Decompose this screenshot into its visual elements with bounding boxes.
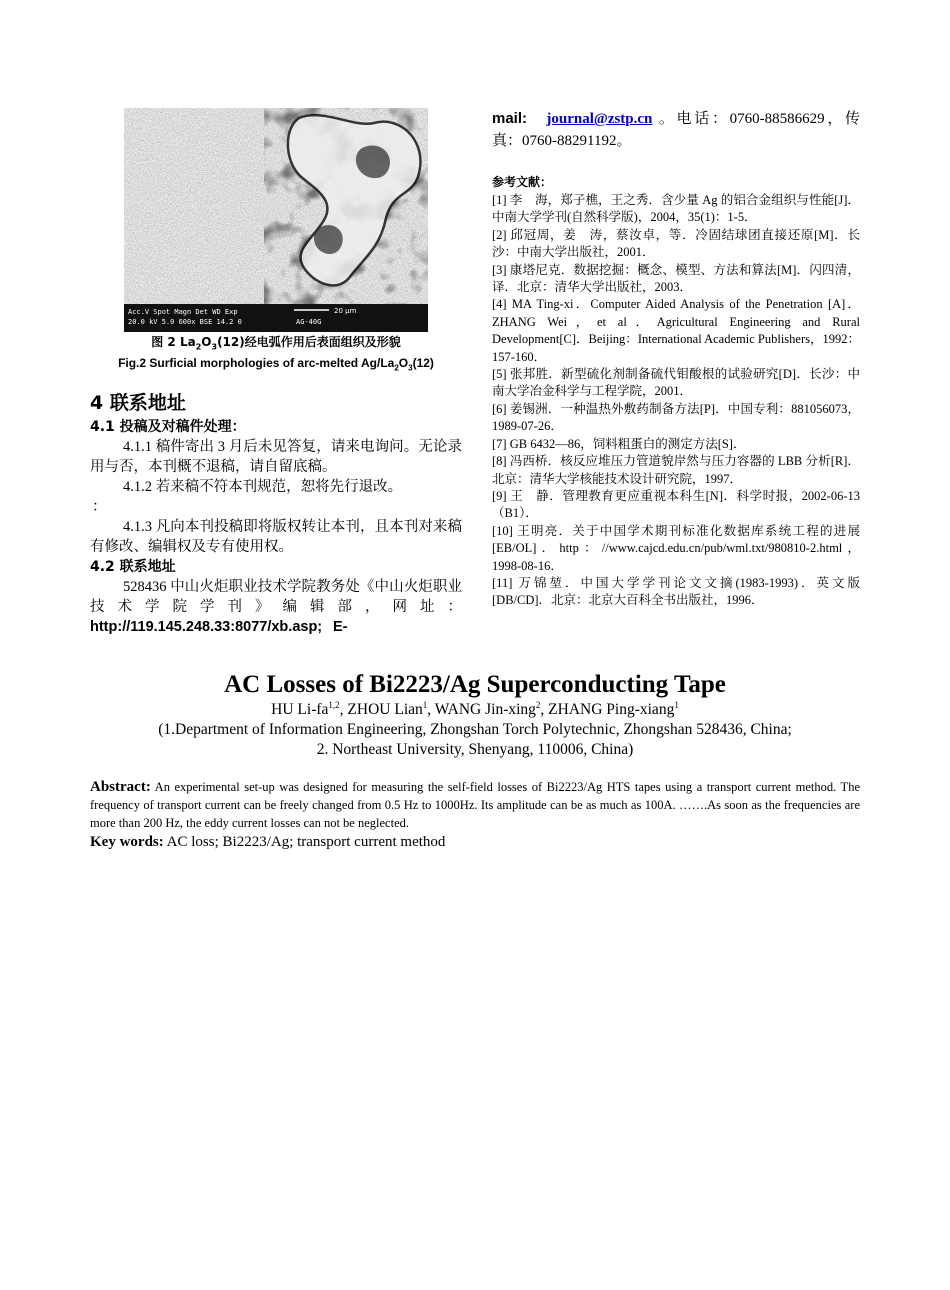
figure-caption-cn: 图 2 $La_2O_3(12)$经电弧作用后表面组织及形貌 xyxy=(151,335,401,352)
email-prefix: E- xyxy=(333,618,348,635)
website-link[interactable]: http://119.145.248.33:8077/xb.asp; xyxy=(90,618,323,635)
scale-bar-label: 20 μm xyxy=(334,307,357,315)
keywords xyxy=(90,832,860,852)
item-4-1-2: 4.1.2 若来稿不符本刊规范，恕将先行退改。 xyxy=(123,478,403,495)
right-column xyxy=(492,108,860,610)
reference-item: [3] 康塔尼克．数据挖掘：概念、模型、方法和算法[M]．闪四清，译．北京：清华大学出版社，2003． xyxy=(492,262,860,295)
phone-fax-text: 。电话：0760-88586629，传真：0760-88291192。 xyxy=(492,111,861,149)
english-abstract-block xyxy=(90,670,860,852)
section-4-2-heading: 4.2 联系地址 xyxy=(90,558,176,575)
references-list xyxy=(492,192,860,610)
mail-label: mail: xyxy=(492,110,528,127)
sem-micrograph-image xyxy=(124,108,428,332)
figure-caption-en: Fig.2 Surficial morphologies of arc-melted $Ag/La_2O_3(12)$ xyxy=(118,356,434,373)
reference-item: [8] 冯西桥．核反应堆压力管道貌岸然与压力容器的 LBB 分析[R]．北京：清华大学核能技术设计研究院，1997． xyxy=(492,454,860,486)
contact-line xyxy=(492,108,860,152)
reference-item: [7] GB 6432—86，饲料粗蛋白的测定方法[S]． xyxy=(492,436,746,451)
keywords-text: AC loss; Bi2223/Ag; transport current method xyxy=(163,834,446,850)
figure-2 xyxy=(90,108,462,377)
address-text: 528436 中山火炬职业技术学院教务处《中山火炬职业技术学院学刊》编辑部，网址： xyxy=(90,578,462,615)
abstract xyxy=(90,778,860,832)
reference-item: [4] MA Ting-xi．Computer Aided Analysis of the Penetration [A]．ZHANG Wei，et al．Agricultural Engineering and Rural Development[C]．Beijing：International Academic Publishers，1992：157-160． xyxy=(492,297,860,364)
address-paragraph xyxy=(90,577,462,637)
reference-item: [10] 王明亮．关于中国学术期刊标准化数据库系统工程的进展[EB/OL]．http：//www.cajcd.edu.cn/pub/wml.txt/980810-2.html，1998-08-16． xyxy=(492,523,860,573)
item-4-1-1: 4.1.1 稿件寄出 3 月后未见答复，请来电询问。无论录用与否，本刊概不退稿，请自留底稿。 xyxy=(90,438,462,475)
email-link[interactable]: journal@zstp.cn xyxy=(546,111,653,127)
abstract-text: An experimental set-up was designed for measuring the self-field losses of Bi2223/Ag HTS tapes using a transport current method. The frequency of transport current can be freely changed from 0.5 Hz to 1000Hz. Its amplitude can be as much as 100A. …….As soon as the frequencies are more than 200 Hz, the eddy current losses can not be neglected. xyxy=(90,780,860,830)
reference-item: [9] 王 静．管理教育更应重视本科生[N]．科学时报，2002-06-13（B1）． xyxy=(492,488,860,521)
stray-colon: ： xyxy=(92,498,107,515)
abstract-label: Abstract: xyxy=(90,779,151,795)
item-4-1-3: 4.1.3 凡向本刊投稿即将版权转让本刊，且本刊对来稿有修改、编辑权及专有使用权。 xyxy=(90,518,462,555)
affiliation-2: 2. Northeast University, Shenyang, 110006, China) xyxy=(316,741,634,758)
reference-item: [5] 张邦胜．新型硫化剂制备硫代钼酸根的试验研究[D]．长沙：中南大学冶金科学与工程学院，2001． xyxy=(492,367,860,399)
reference-item: [2] 邱冠周，姜 涛，蔡汝卓，等．冷固结球团直接还原[M]．长沙：中南大学出版社，2001． xyxy=(492,227,860,260)
info-bar-row2: 20.0 kV 5.0 600x BSE 14.2 0 xyxy=(128,318,242,326)
left-column xyxy=(90,108,462,637)
paper-title: AC Losses of Bi2223/Ag Superconducting Tape xyxy=(224,671,726,698)
section-4-heading: 4 联系地址 xyxy=(90,391,186,414)
reference-item: [6] 姜锡洲．一种温热外敷药制备方法[P]．中国专利：881056073，1989-07-26． xyxy=(492,401,860,434)
affiliation-1: (1.Department of Information Engineering, Zhongshan Torch Polytechnic, Zhongshan 528436, China; xyxy=(158,721,792,738)
reference-item: [11] 万锦堃．中国大学学刊论文文摘(1983-1993)．英文版[DB/CD]．北京：北京大百科全书出版社，1996． xyxy=(492,575,860,608)
section-4-1-heading: 4.1 投稿及对稿件处理： xyxy=(90,418,246,435)
references-title: 参考文献： xyxy=(492,175,553,189)
info-bar-row1: Acc.V Spot Magn Det WD Exp xyxy=(128,308,238,316)
keywords-label: Key words: xyxy=(90,834,164,850)
author-line: HU Li-fa$^{1,2}$, ZHOU Lian$^1$, WANG Jin-xing$^2$, ZHANG Ping-xiang$^1$ xyxy=(271,699,679,718)
sample-label: AG-40G xyxy=(296,318,322,326)
reference-item: [1] 李 海，郑子樵，王之秀．含少量 Ag 的铝合金组织与性能[J]．中南大学学刊(自然科学版)，2004，35(1)：1-5． xyxy=(492,193,860,225)
